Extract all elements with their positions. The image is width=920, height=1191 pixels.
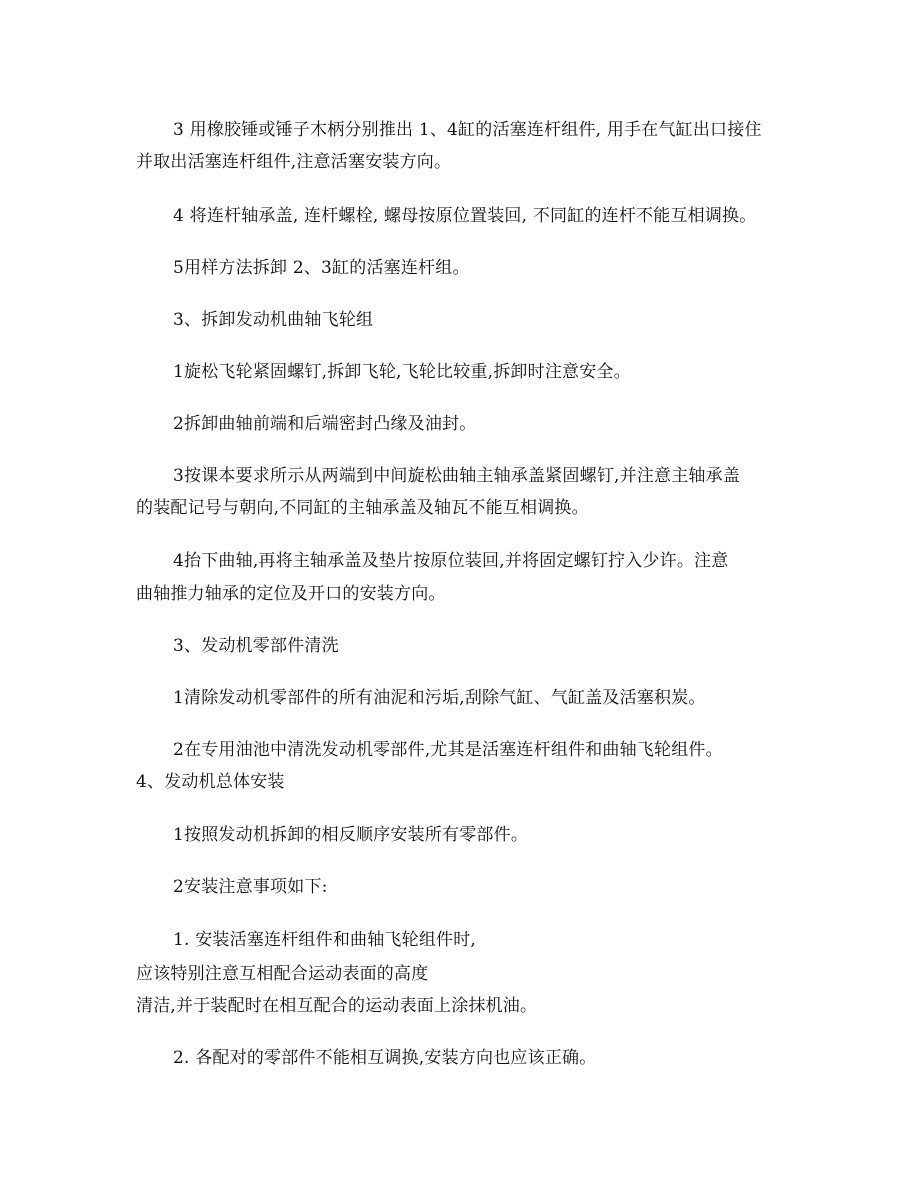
- text-line: 1旋松飞轮紧固螺钉,拆卸飞轮,飞轮比较重,拆卸时注意安全。: [173, 362, 631, 382]
- text-line: 2安装注意事项如下:: [173, 877, 328, 897]
- text-line: 2在专用油池中清洗发动机零部件,尤其是活塞连杆组件和曲轴飞轮组件。: [173, 740, 723, 760]
- text-line: 4抬下曲轴,再将主轴承盖及垫片按原位装回,并将固定螺钉拧入少许。注意: [173, 551, 729, 571]
- section-heading: 3、发动机零部件清洗: [173, 636, 339, 656]
- text-line: 2. 各配对的零部件不能相互调换,安装方向也应该正确。: [173, 1048, 597, 1068]
- text-line: 应该特别注意互相配合运动表面的高度: [136, 964, 429, 984]
- text-line: 并取出活塞连杆组件,注意活塞安装方向。: [136, 152, 452, 172]
- section-heading: 3、拆卸发动机曲轴飞轮组: [173, 310, 374, 330]
- text-line: 2拆卸曲轴前端和后端密封凸缘及油封。: [173, 414, 477, 434]
- text-line: 曲轴推力轴承的定位及开口的安装方向。: [136, 584, 446, 604]
- section-heading: 4、发动机总体安装: [136, 772, 285, 792]
- text-line: 1清除发动机零部件的所有油泥和污垢,刮除气缸、气缸盖及活塞积炭。: [173, 688, 706, 708]
- text-line: 4 将连杆轴承盖, 连杆螺栓, 螺母按原位置装回, 不同缸的连杆不能互相调换。: [173, 206, 757, 226]
- text-line: 1按照发动机拆卸的相反顺序安装所有零部件。: [173, 825, 529, 845]
- text-line: 1. 安装活塞连杆组件和曲轴飞轮组件时,: [173, 930, 477, 950]
- text-line: 清洁,并于装配时在相互配合的运动表面上涂抹机油。: [136, 996, 538, 1016]
- text-line: 5用样方法拆卸 2、3缸的活塞连杆组。: [173, 258, 470, 278]
- text-line: 3按课本要求所示从两端到中间旋松曲轴主轴承盖紧固螺钉,并注意主轴承盖: [173, 466, 741, 486]
- text-line: 3 用橡胶锤或锤子木柄分别推出 1、4缸的活塞连杆组件, 用手在气缸出口接住: [173, 120, 762, 140]
- text-line: 的装配记号与朝向,不同缸的主轴承盖及轴瓦不能互相调换。: [136, 498, 589, 518]
